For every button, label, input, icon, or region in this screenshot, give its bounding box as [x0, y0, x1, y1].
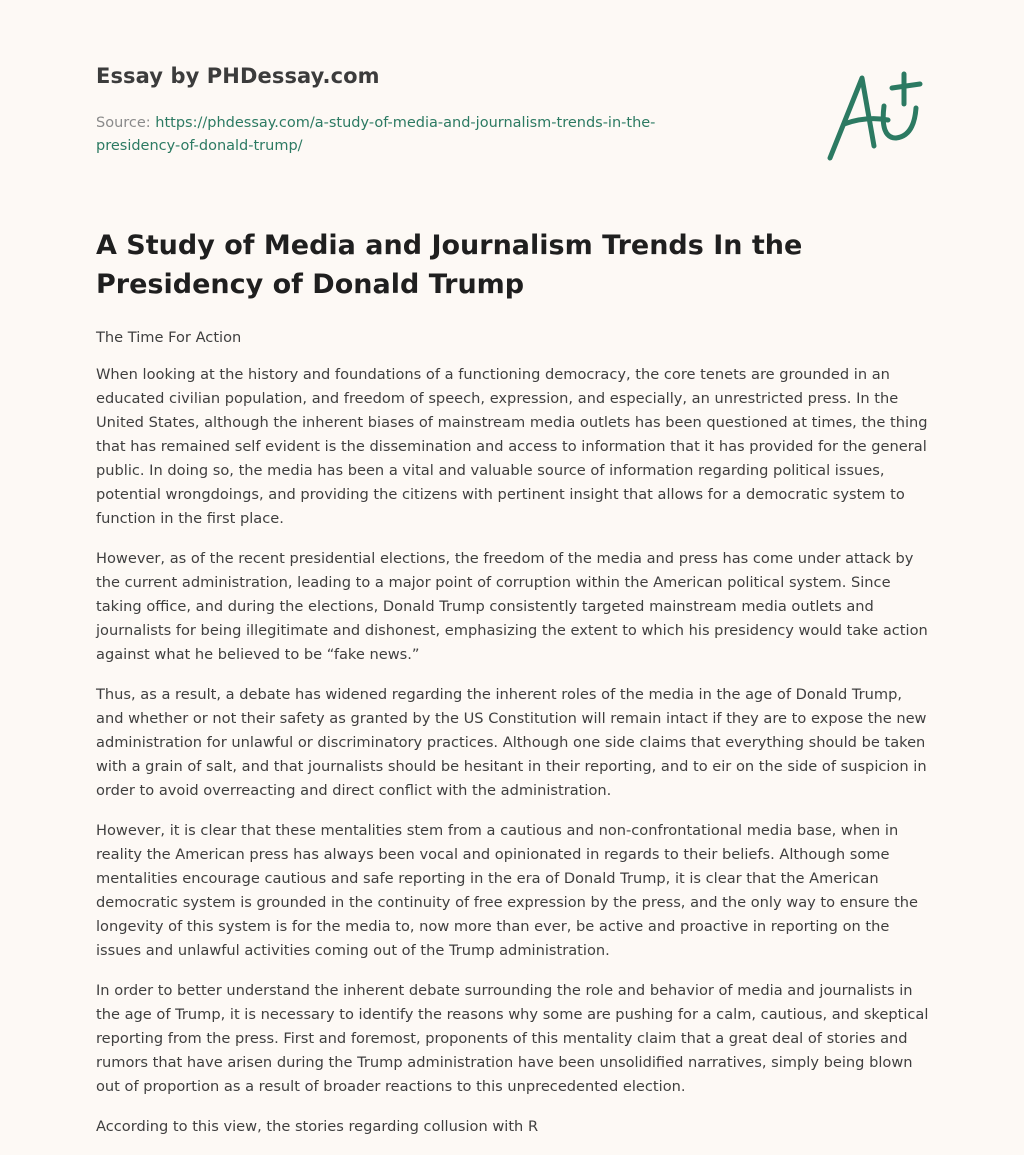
essay-paragraph: However, it is clear that these mentalities stem from a cautious and non-confrontational media base, when in reality the American press has always been vocal and opinionated in regards to their beliefs. Although some mentalities encourage cautious and safe reporting in the era of Donald Trump, it is clear that the American democratic system is grounded in the continuity of free expression by the press, and the only way to ensure the longevity of this system is for the media to, now more than ever, be active and proactive in reporting on the issues and unlawful activities coming out of the Trump administration. [96, 822, 919, 959]
source-label: Source: [96, 115, 151, 131]
essay-subtitle: The Time For Action [96, 329, 242, 346]
source-line [96, 112, 716, 158]
essay-paragraph: However, as of the recent presidential elections, the freedom of the media and press has come under attack by the current administration, leading to a major point of corruption within the American political system. Since taking office, and during the elections, Donald Trump consistently targeted mainstream media outlets and journalists for being illegitimate and dishonest, emphasizing the extent to which his presidency would take action against what he believed to be “fake news.” [96, 550, 928, 663]
essay-paragraph: When looking at the history and foundations of a functioning democracy, the core tenets are grounded in an educated civilian population, and freedom of speech, expression, and especially, an unrestricted press. In the United States, although the inherent biases of mainstream media outlets has been questioned at times, the thing that has remained self evident is the dissemination and access to information that it has provided for the general public. In doing so, the media has been a vital and valuable source of information regarding political issues, potential wrongdoings, and providing the citizens with pertinent insight that allows for a democratic system to function in the first place. [96, 366, 928, 527]
essay-body [96, 326, 932, 1155]
essay-paragraph: In order to better understand the inherent debate surrounding the role and behavior of media and journalists in the age of Trump, it is necessary to identify the reasons why some are pushing for a calm, cautious, and skeptical reporting from the press. First and foremost, proponents of this mentality claim that a great deal of stories and rumors that have arisen during the Trump administration have been unsolidified narratives, simply being blown out of proportion as a result of broader reactions to this unprecedented election. [96, 982, 929, 1095]
essay-title: A Study of Media and Journalism Trends In the Presidency of Donald Trump [96, 230, 803, 300]
essay-paragraph: Thus, as a result, a debate has widened regarding the inherent roles of the media in the age of Donald Trump, and whether or not their safety as granted by the US Constitution will remain intact if they are to expose the new administration for unlawful or discriminatory practices. Although one side claims that everything should be taken with a grain of salt, and that journalists should be hesitant in their reporting, and to eir on the side of suspicion in order to avoid overreacting and direct conflict with the administration. [96, 686, 927, 799]
source-link[interactable] [96, 115, 655, 154]
essay-paragraph-truncated: According to this view, the stories regarding collusion with R [96, 1118, 539, 1135]
site-brand: Essay by PHDessay.com [96, 64, 380, 88]
source-link-line-1: https://phdessay.com/a-study-of-media-and-journalism-trends-in-the- [155, 115, 656, 131]
a-plus-grade-icon [822, 66, 932, 166]
source-link-line-2: presidency-of-donald-trump/ [96, 138, 303, 154]
